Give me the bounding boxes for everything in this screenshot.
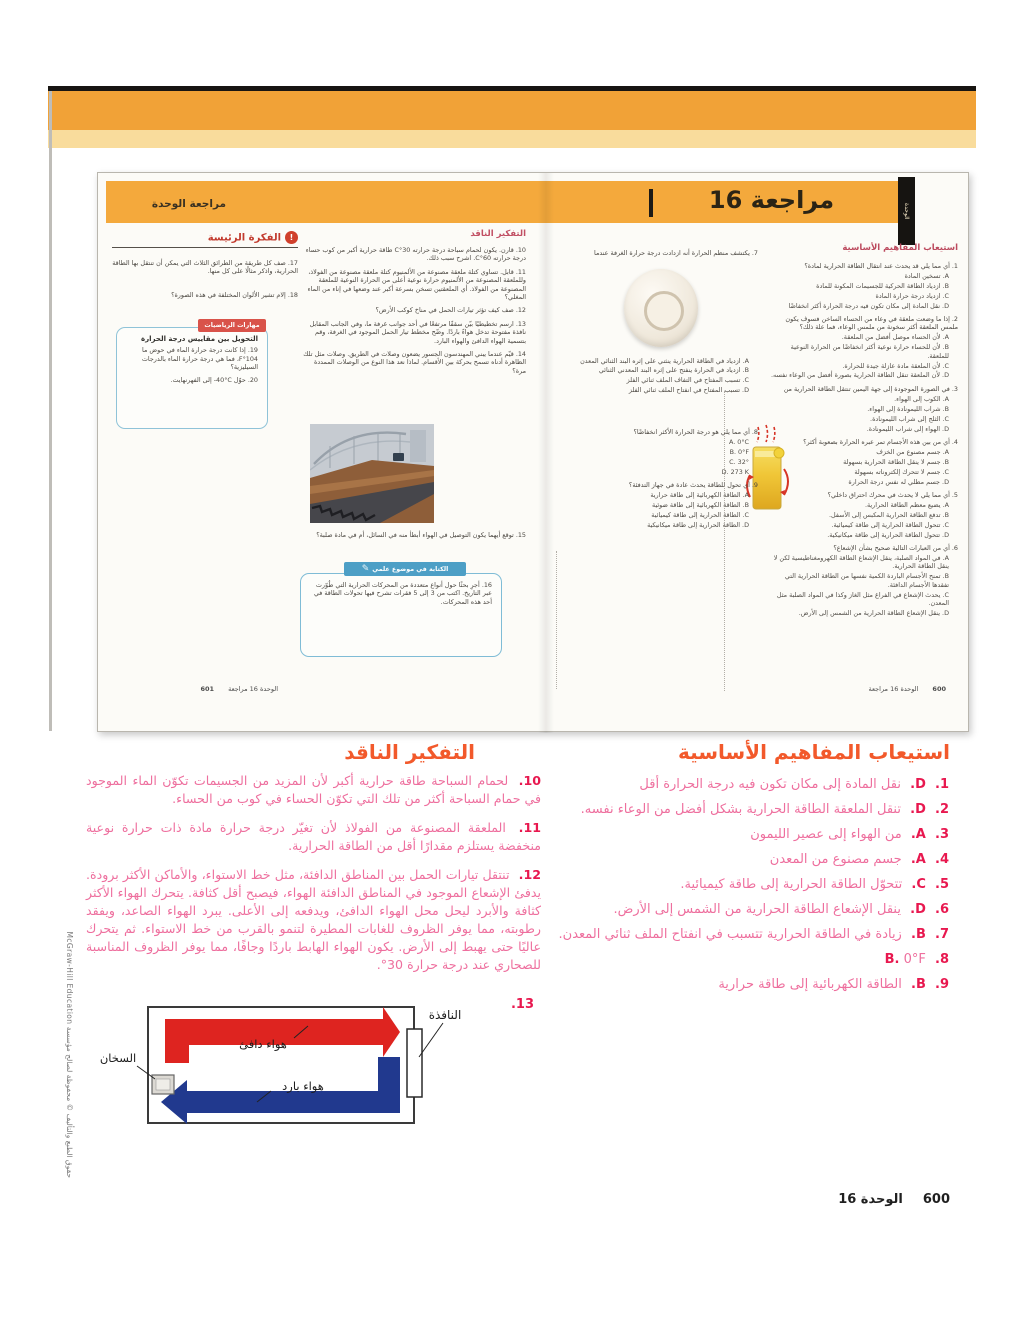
text: تنقل الملعقة الطاقة الحرارية بشكل أفضل من الوعاء نفسه. (580, 802, 901, 817)
unit-side-tab: الوحدة (898, 177, 915, 245)
text: جسم مصنوع من المعدن (769, 852, 902, 867)
answer-row (555, 976, 949, 993)
scan-option: C. ازدياد درجة حرارة المادة (875, 291, 949, 300)
num: 9. (935, 977, 949, 992)
science-writing-tab-label: الكتابة في موضوع علمي (372, 565, 449, 573)
answers-critical-header: التفكير الناقد (344, 740, 475, 764)
letter: A. (910, 827, 926, 842)
scan-option: D. 273 K (721, 467, 749, 476)
math-skills-box (116, 327, 268, 429)
scan-option: C. يحدث الإشعاع في الفراغ مثل الغاز وكذا في المواد الصلبة مثل المعدن. (776, 590, 949, 607)
bridge-photo (310, 424, 434, 523)
qtext: 6. أي من العبارات التالية صحيح بشأن الإشعاع؟ (833, 543, 958, 552)
gutter-microtext (556, 551, 557, 689)
scan-question (302, 320, 526, 345)
top-orange-band (48, 91, 976, 130)
scan-option: B. تمنح الأجسام الباردة الكمية نفسها من الطاقة الحرارية التي تفقدها الأجسام الدافئة. (784, 572, 949, 589)
scan-option: A. ازدياد في الطاقة الحرارية ينثني على إثره البند الثنائي المعدن (580, 356, 749, 365)
scan-option: B. تدفع الطاقة الحرارية المكبس إلى الأسفل. (829, 510, 949, 519)
scan-question (768, 438, 958, 446)
num: 4. (935, 852, 949, 867)
scan-critical-header: التفكير الناقد (470, 229, 526, 239)
scan-option: D. جسم مطلي له نفس درجة الحرارة (848, 477, 949, 486)
scan-option: A. يضيع معظم الطاقة الحرارية. (864, 500, 949, 509)
scan-option: C. جسم لا تتحرك إلكتروناته بسهولة (854, 467, 949, 476)
answer-13-number: 13. (510, 997, 534, 1012)
diagram-heater-label: السخان (99, 1051, 137, 1065)
scan-footer-right-page: 600 (932, 685, 946, 693)
answers-critical-list (86, 772, 541, 985)
scan-option: C. تسبب المفتاح في التفاف الملف ثنائي الفلز (626, 376, 749, 385)
scan-option: D. الطاقة الحرارية إلى طاقة ميكانيكية (647, 520, 749, 529)
scan-option: B. الطاقة الكهربائية إلى طاقة ضوئية (652, 500, 749, 509)
page-footer (800, 1192, 950, 1207)
diagram-window-label: النافذة (428, 1008, 462, 1022)
text: 0°F (903, 952, 926, 967)
answers-concepts-list (555, 776, 949, 1001)
answer-row (555, 876, 949, 893)
scan-footer-left-text: الوحدة 16 مراجعة (228, 685, 278, 693)
letter: C. (911, 877, 926, 892)
text: زيادة في الطاقة الحرارية تتسبب في انفتاح الملف ثنائي المعدن. (558, 927, 902, 942)
letter: D. (910, 902, 926, 917)
page-number: 600 (922, 1192, 950, 1207)
scan-option: C. الثلج إلى شراب الليمونادة. (870, 414, 949, 423)
scan-footer-left (128, 685, 278, 693)
scan-question (302, 268, 526, 302)
main-idea-header (112, 231, 298, 248)
scan-option: B. لأن للحساء حرارة نوعية أكثر انخفاضًا من الحرارة النوعية للملعقة. (790, 343, 949, 360)
text: تنتقل تيارات الحمل بين المناطق الدافئة، مثل خط الاستواء، والأماكن الأكثر برودة. يدفئ الإشعاع الموجود في المناطق الدافئة الهواء، فيصبح أقل كثافة. يتحرك الهواء الأكثر كثافة والأبرد ليحل محل الهواء الدافئ، ويدفعه إلى الأعلى. يبرد الهواء الصاعد، ويفقد رطوبته، مما يوفر الظروف للغابات المطيرة لتنمو بالقرب من خط الاستواء. ثم يتحرك عاليًا حتى يهبط إلى الأرض. يكون الهواء الهابط باردًا وجافًا، مما يوفر الظروف المناسبة للصحاري عند درجة حرارة 30°. (86, 867, 541, 972)
critical-answer-row (86, 819, 541, 855)
critical-answer-row (86, 772, 541, 808)
num: 6. (935, 902, 949, 917)
answer-row (555, 776, 949, 793)
math-skills-title: التحويل بين مقاييس درجة الحرارة (140, 335, 258, 343)
scan-page-edge (49, 91, 52, 731)
title-divider-bar (649, 189, 653, 217)
qtext: 12. صف كيف تؤثر تيارات الحمل في مناخ كوكب الأرض؟ (375, 306, 526, 315)
qtext: 9. أي تحول للطاقة يحدث عادة في جهاز التدفئة؟ (628, 481, 758, 490)
qtext: 4. أي من بين هذه الأجسام تمر عبره الحرارة بصعوبة أكثر؟ (803, 437, 958, 446)
scan-option: B. شراب الليمونادة إلى الهواء. (867, 404, 949, 413)
scan-option: A. 0°C (728, 437, 749, 446)
qtext: 2. إذا ما وضعت ملعقة في وعاء من الحساء الساخن فسوف يكون ملمس الملعقة أكثر سخونة من ملمس الوعاء، فما علة ذلك؟ (785, 315, 958, 332)
text: الطاقة الكهربائية إلى طاقة حرارية (718, 977, 902, 992)
answer-row (555, 801, 949, 818)
main-idea-title: الفكرة الرئيسة (207, 232, 281, 244)
num: 3. (935, 827, 949, 842)
qtext: 3. في الصورة الموجودة إلى جهة اليمين تنتقل الطاقة الحرارية من (783, 384, 958, 393)
scan-option: A. الطاقة الكهربائية إلى طاقة حرارية (650, 490, 749, 499)
scan-option: D. لأن الملعقة تنقل الطاقة الحرارية بصورة أفضل من الوعاء نفسه. (770, 371, 949, 380)
scan-question-7-options (534, 355, 758, 395)
text: من الهواء إلى عصير الليمون (750, 827, 902, 842)
scan-option: B. جسم لا ينقل الطاقة الحرارية بسهولة (843, 457, 949, 466)
math-skills-tab-label: مهارات الرياضيات (204, 322, 260, 329)
scan-option: B. ازدياد في الحرارة ينفتح على إثره البند المعدني الثنائي (598, 366, 749, 375)
scan-footer-left-page: 601 (200, 685, 215, 693)
scan-option: B. 0°F (729, 447, 749, 456)
qtext: 5. أي مما يلي لا يحدث في محرك احتراق داخلي؟ (827, 490, 958, 499)
num: 11. (518, 820, 541, 835)
scan-concepts-questions (768, 257, 958, 617)
science-writing-tab (344, 562, 466, 576)
answer-row (555, 951, 949, 968)
answer-row (555, 851, 949, 868)
letter: B. (910, 927, 926, 942)
letter: D. (910, 777, 926, 792)
scan-concepts-header: استيعاب المفاهيم الأساسية (842, 243, 958, 253)
review-page-title: مراجعة 16 (708, 186, 835, 214)
scan-option: A. جسم مصنوع من الخزف (876, 447, 949, 456)
letter: B. (910, 977, 926, 992)
scan-question (768, 385, 958, 393)
qtext: 10. قارن. يكون لحمام سباحة درجة حرارته 30°C طاقة حرارية أكبر من كوب حساء درجة حرارته 60°C. اشرح سبب ذلك. (305, 246, 526, 263)
num: 10. (518, 773, 541, 788)
scan-option: A. في المواد الصلبة، ينقل الإشعاع الطاقة الكهرومغناطيسية لكن لا ينقل الطاقة الحرارية. (773, 553, 949, 571)
qtext: 11. قابل. تساوي كتلة ملعقة مصنوعة من الألمنيوم كتلة ملعقة مصنوعة من الفولاذ، وللملعقة المصنوعة من الألمنيوم حرارة نوعية أعلى من الحرارة النوعية للملعقة المصنوعة من الفولاذ. أي الملعقتين تسخن بسرعة أكبر عند وضعها في إناء من الماء المغلي؟ (307, 267, 526, 302)
scan-question (768, 315, 958, 332)
scan-option: C. تتحول الطاقة الحرارية إلى طاقة كيميائية. (831, 520, 949, 529)
scan-option: A. لأن الحساء موصل أفضل من الملعقة. (841, 333, 949, 342)
text: ينقل الإشعاع الطاقة الحرارية من الشمس إلى الأرض. (613, 902, 901, 917)
scan-question (302, 246, 526, 263)
scan-option: C. الطاقة الحرارية إلى طاقة كيميائية (651, 510, 749, 519)
science-writing-question: 16. أجرِ بحثًا حول أنواع متعددة من المحركات الحرارية التي طُوّرت عبر التاريخ. اكتب من 3 إلى 5 فقرات تشرح فيها تحولات الطاقة في أحد هذه المحركات. (313, 581, 492, 606)
scan-question-18: 18. إلام تشير الألوان المختلفة في هذه الصورة؟ (171, 291, 298, 299)
qtext: 1. أي مما يلي قد يحدث عند انتقال الطاقة الحرارية لمادة؟ (804, 262, 958, 270)
scan-question (768, 491, 958, 499)
math-skills-tab (198, 319, 266, 332)
scan-option: C. 32° (729, 457, 749, 466)
scan-question-20: 20. حوّل ‎-40°C‎ إلى الفهرنهايت. (170, 375, 258, 384)
unit-label: الوحدة 16 (838, 1192, 903, 1207)
qtext: 14. قيّم عندما يبني المهندسون الجسور يضعون وصلات في الطريق. وصلات مثل تلك الظاهرة أدناه تسمح بحركة بين الأقسام. لماذا نعد هذا النوع من الوصلات الممددة مرة؟ (303, 350, 526, 375)
num: 5. (935, 877, 949, 892)
answer-row (555, 826, 949, 843)
scan-question-17: 17. صف كل طريقة من الطرائق الثلاث التي يمكن أن تنتقل بها الطاقة الحرارية، واذكر مثالًا على كل منها. (112, 259, 298, 276)
num: 1. (935, 777, 949, 792)
diagram-cold-air-label: هواء بارد (282, 1079, 324, 1093)
scan-footer-right-text: الوحدة 16 مراجعة (868, 685, 919, 693)
top-light-band (48, 130, 976, 148)
pencil-icon: ✎ (361, 564, 370, 574)
scan-option: D. تتحول الطاقة الحرارية إلى طاقة ميكانيكية. (827, 530, 949, 539)
scan-option: D. نقل المادة إلى مكان تكون فيه درجة الحرارة أكثر انخفاضًا (788, 301, 949, 310)
num: 8. (935, 952, 949, 967)
scan-question (302, 306, 526, 314)
scan-question-15: 15. توقع أيهما يكون التوصيل في الهواء أبطأ منه في السائل، أم في مادة صلبة؟ (316, 531, 526, 539)
text: نقل المادة إلى مكان تكون فيه درجة الحرارة أقل (639, 777, 901, 792)
scan-question-19: 19. إذا كانت درجة حرارة الماء في حوض ما 104°F، فما هي درجة حرارة الماء بالدرجات السيليزية؟ (141, 346, 258, 372)
lightbulb-icon: ! (285, 231, 298, 244)
scan-option: C. لأن الملعقة مادة عازلة جيدة للحرارة. (842, 361, 949, 370)
letter: D. (910, 802, 926, 817)
copyright-sidebar-anchor (65, 928, 75, 1178)
scan-option: B. ازدياد الطاقة الحركية للجسيمات المكونة للمادة (816, 281, 949, 290)
scan-question-7: 7. يكتشف منظم الحرارة أنه ازدادت درجة حرارة الغرفة عندما (594, 249, 758, 257)
unit-review-label: مراجعة الوحدة (151, 198, 226, 210)
letter: A. (910, 852, 926, 867)
scan-option: D. ينقل الإشعاع الطاقة الحرارية من الشمس إلى الأرض. (798, 608, 949, 617)
scan-question (302, 350, 526, 375)
copyright-text: حقوق الطبع والتأليف © محفوظة لصالح مؤسسة McGraw-Hill Education (65, 931, 74, 1178)
qtext: 8. أي مما يلي هو درجة الحرارة الأكثر انخفاضًا؟ (633, 428, 758, 436)
scan-footer-right (826, 685, 960, 693)
letter: B. (884, 952, 900, 967)
science-writing-box (300, 573, 502, 657)
num: 2. (935, 802, 949, 817)
answers-concepts-header: استيعاب المفاهيم الأساسية (678, 740, 950, 764)
scanned-spread (97, 172, 969, 732)
scan-question (768, 262, 958, 270)
text: الملعقة المصنوعة من الفولاذ لأن تغيّر درجة حرارة مادة ذات حرارة نوعية منخفضة يستلزم مقدارًا أقل من الطاقة الحرارية. (86, 820, 541, 853)
scan-option: D. تسبب المفتاح في انفتاح الملف ثنائي الفلز (628, 386, 749, 395)
num: 12. (518, 867, 541, 882)
diagram-warm-air-label: هواء دافئ (239, 1037, 287, 1051)
scan-option: D. الهواء إلى شراب الليمونادة. (866, 424, 949, 433)
scan-option: A. الكوب إلى الهواء. (894, 394, 949, 403)
text: تتحوّل الطاقة الحرارية إلى طاقة كيميائية. (680, 877, 903, 892)
gutter-microtext (724, 391, 725, 691)
num: 7. (935, 927, 949, 942)
answer-row (555, 901, 949, 918)
answer-row (555, 926, 949, 943)
scan-question (768, 544, 958, 552)
scan-critical-questions (302, 241, 526, 375)
scan-option: A. تسخين المادة (904, 271, 949, 280)
thermostat-photo (624, 269, 698, 347)
critical-answer-row (86, 866, 541, 974)
qtext: 13. ارسم تخطيطيًا بيّن سقفًا مرتفعًا في أحد جوانب غرفة ما، وفي الجانب المقابل نافذة مفتوحة تدخل هواءً باردًا. وضّح مخطط تيار الحمل الموجود في الغرفة، وقم بتسمية الهواء الدافئ والهواء البارد. (309, 319, 526, 345)
text: لحمام السباحة طاقة حرارية أكبر لأن المزيد من الجسيمات تكوّن الماء الموجود في حمام السباحة أكثر من تلك التي تكوّن الحساء في كوب من الحساء. (86, 773, 541, 806)
